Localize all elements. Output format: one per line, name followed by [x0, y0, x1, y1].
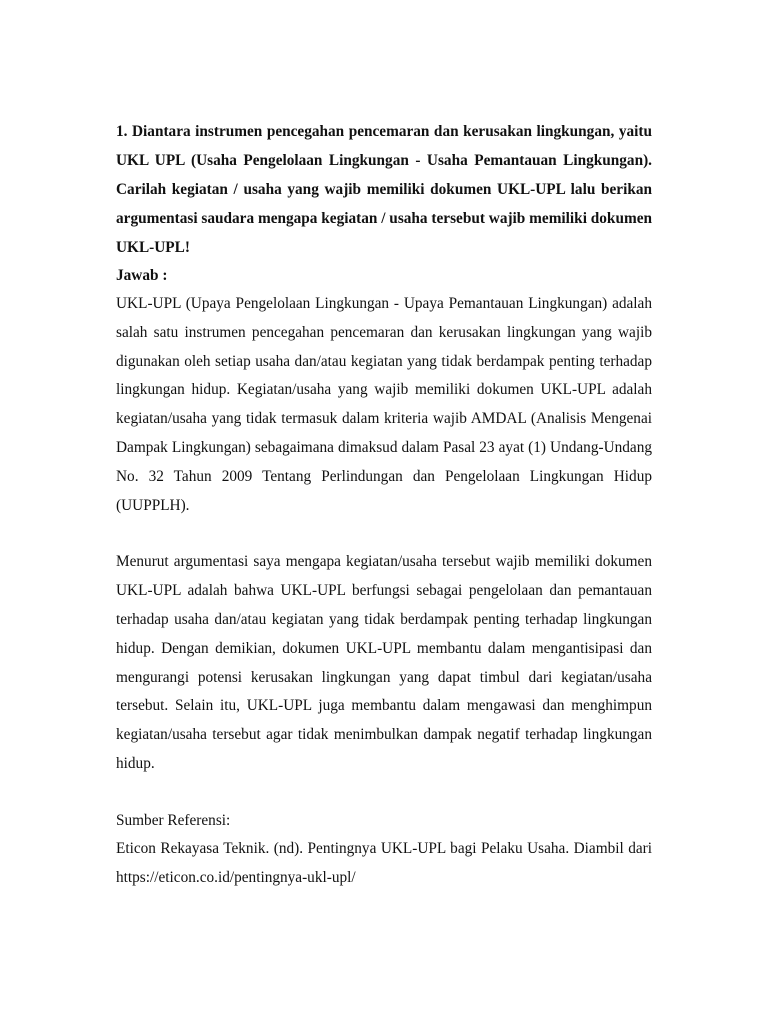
answer-paragraph-1: UKL-UPL (Upaya Pengelolaan Lingkungan - Upaya Pemantauan Lingkungan) adalah salah satu instrumen pencegahan pencemaran dan kerusakan lingkungan yang wajib digunakan oleh setiap usaha dan/atau kegiatan yang tidak berdampak penting terhadap lingkungan hidup. Kegiatan/usaha yang wajib memiliki dokumen UKL-UPL adalah kegiatan/usaha yang tidak termasuk dalam kriteria wajib AMDAL (Analisis Mengenai Dampak Lingkungan) sebagaimana dimaksud dalam Pasal 23 ayat (1) Undang-Undang No. 32 Tahun 2009 Tentang Perlindungan dan Pengelolaan Lingkungan Hidup (UUPPLH). [116, 295, 652, 514]
document-page [116, 117, 652, 892]
paragraph-spacer [116, 520, 652, 548]
reference-heading: Sumber Referensi: [116, 811, 231, 829]
paragraph-spacer [116, 779, 652, 807]
answer-paragraph-2: Menurut argumentasi saya mengapa kegiatan/usaha tersebut wajib memiliki dokumen UKL-UPL adalah bahwa UKL-UPL berfungsi sebagai pengelolaan dan pemantauan terhadap usaha dan/atau kegiatan yang tidak berdampak penting terhadap lingkungan hidup. Dengan demikian, dokumen UKL-UPL membantu dalam mengantisipasi dan mengurangi potensi kerusakan lingkungan yang dapat timbul dari kegiatan/usaha tersebut. Selain itu, UKL-UPL juga membantu dalam mengawasi dan menghimpun kegiatan/usaha tersebut agar tidak menimbulkan dampak negatif terhadap lingkungan hidup. [116, 553, 652, 772]
answer-label: Jawab : [116, 267, 168, 284]
reference-citation: Eticon Rekayasa Teknik. (nd). Pentingnya UKL-UPL bagi Pelaku Usaha. Diambil dari https://eticon.co.id/pentingnya-ukl-upl/ [116, 839, 652, 886]
question-text: 1. Diantara instrumen pencegahan pencemaran dan kerusakan lingkungan, yaitu UKL UPL (Usaha Pengelolaan Lingkungan - Usaha Pemantauan Lingkungan). Carilah kegiatan / usaha yang wajib memiliki dokumen UKL-UPL lalu berikan argumentasi saudara mengapa kegiatan / usaha tersebut wajib memiliki dokumen UKL-UPL! [116, 123, 652, 256]
